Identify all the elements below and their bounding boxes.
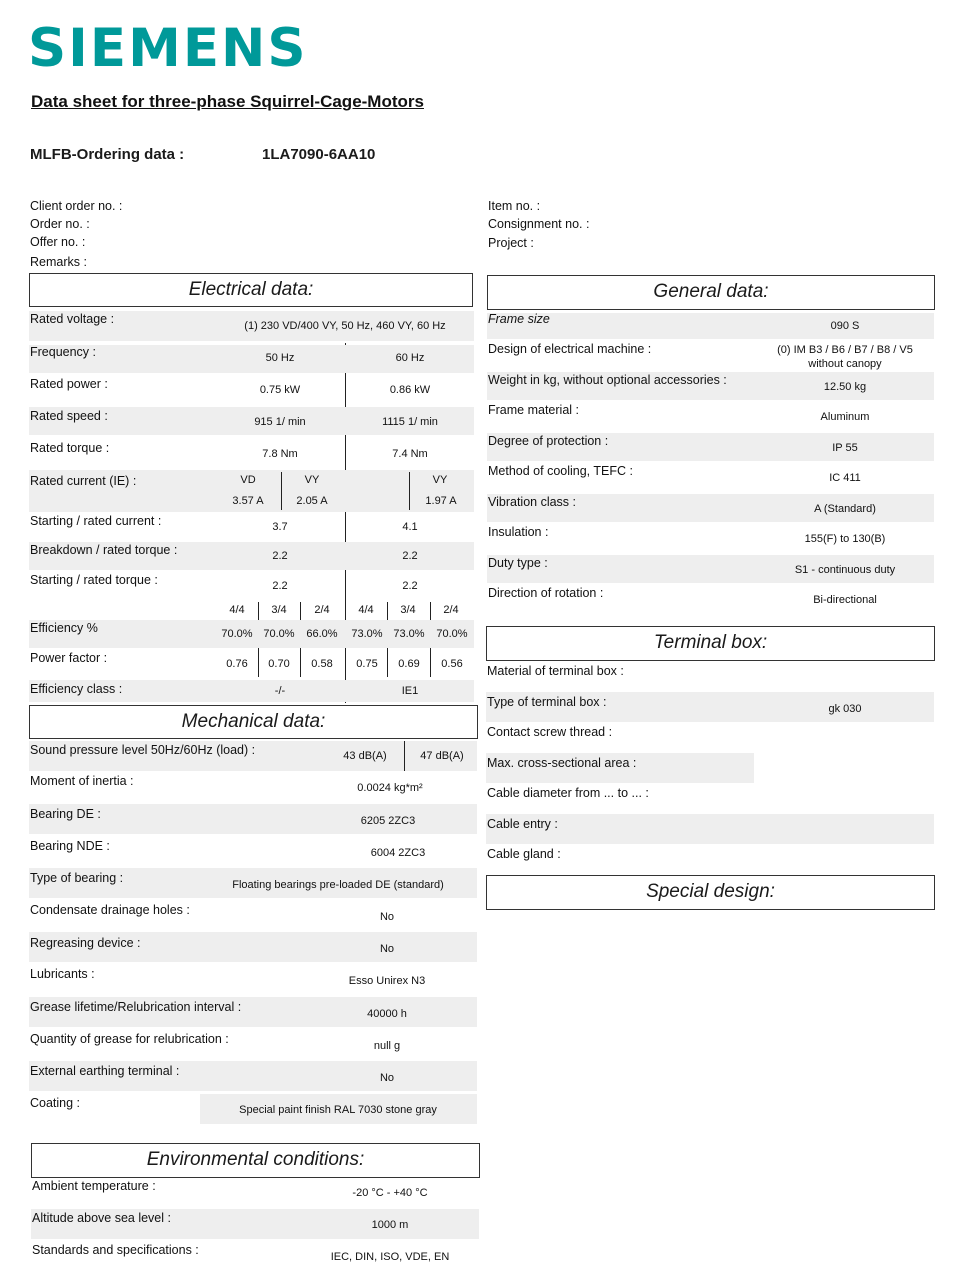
regreasing-value: No — [379, 943, 395, 955]
grease-quantity-label: Quantity of grease for relubrication : — [30, 1032, 229, 1046]
cable-gland-label: Cable gland : — [487, 847, 561, 861]
insulation-value: 155(F) to 130(B) — [804, 533, 886, 545]
frame-size-label: Frame size — [488, 312, 550, 326]
client-order-label: Client order no. : — [30, 199, 123, 213]
insulation-label: Insulation : — [488, 525, 549, 539]
vibration-value: A (Standard) — [814, 503, 876, 515]
cross-section-label: Max. cross-sectional area : — [487, 756, 637, 770]
bearing-type-label: Type of bearing : — [30, 871, 124, 885]
item-no-label: Item no. : — [488, 199, 541, 213]
inertia-label: Moment of inertia : — [30, 774, 134, 788]
cable-entry-label: Cable entry : — [487, 817, 558, 831]
ambient-temp-value: -20 °C - +40 °C — [352, 1187, 428, 1199]
frame-material-value: Aluminum — [820, 411, 870, 423]
efficiency-value: 70.0% — [436, 628, 468, 640]
rated-current-vy60-value: 1.97 A — [425, 495, 457, 507]
mechanical-section-header: Mechanical data: — [29, 705, 478, 739]
project-label: Project : — [488, 236, 534, 250]
grease-quantity-value: null g — [373, 1040, 401, 1052]
efficiency-value: 73.0% — [393, 628, 425, 640]
cooling-label: Method of cooling, TEFC : — [488, 464, 633, 478]
design-label: Design of electrical machine : — [488, 342, 652, 356]
inertia-value: 0.0024 kg*m² — [357, 782, 423, 794]
frequency-50: 50 Hz — [265, 352, 295, 364]
rotation-value: Bi-directional — [813, 594, 877, 606]
starting-current-50: 3.7 — [272, 521, 288, 533]
efficiency-label: Efficiency % — [30, 621, 98, 635]
frame-size-value: 090 S — [830, 320, 860, 332]
duty-type-label: Duty type : — [488, 556, 548, 570]
rated-torque-50: 7.8 Nm — [262, 448, 298, 460]
load-point: 4/4 — [358, 604, 374, 616]
load-point: 4/4 — [229, 604, 245, 616]
rated-power-label: Rated power : — [30, 377, 108, 391]
special-design-header: Special design: — [486, 875, 935, 910]
starting-torque-60: 2.2 — [402, 580, 418, 592]
starting-torque-50: 2.2 — [272, 580, 288, 592]
rated-current-label: Rated current (IE) : — [30, 474, 137, 488]
earthing-value: No — [379, 1072, 395, 1084]
general-section-header: General data: — [487, 275, 935, 310]
starting-torque-label: Starting / rated torque : — [30, 573, 158, 587]
rated-current-vd-header: VD — [240, 474, 256, 486]
frequency-60: 60 Hz — [395, 352, 425, 364]
bearing-type-value: Floating bearings pre-loaded DE (standard) — [232, 879, 444, 891]
power-factor-value: 0.76 — [226, 658, 248, 670]
rotation-label: Direction of rotation : — [488, 586, 604, 600]
weight-label: Weight in kg, without optional accessories : — [488, 373, 727, 387]
altitude-label: Altitude above sea level : — [32, 1211, 171, 1225]
coating-label: Coating : — [30, 1096, 81, 1110]
remarks-label: Remarks : — [30, 255, 87, 269]
design-value-2: without canopy — [808, 358, 882, 370]
design-value: (0) IM B3 / B6 / B7 / B8 / V5 — [777, 344, 913, 356]
efficiency-class-label: Efficiency class : — [30, 682, 123, 696]
load-point: 3/4 — [271, 604, 287, 616]
efficiency-value: 70.0% — [221, 628, 253, 640]
contact-screw-label: Contact screw thread : — [487, 725, 613, 739]
protection-label: Degree of protection : — [488, 434, 609, 448]
terminal-material-label: Material of terminal box : — [487, 664, 624, 678]
rated-current-vy-value: 2.05 A — [296, 495, 328, 507]
terminal-type-value: gk 030 — [828, 703, 862, 715]
efficiency-value: 66.0% — [306, 628, 338, 640]
grease-lifetime-label: Grease lifetime/Relubrication interval : — [30, 1000, 242, 1014]
rated-current-vy-header: VY — [304, 474, 320, 486]
starting-current-label: Starting / rated current : — [30, 514, 162, 528]
sound-pressure-60: 47 dB(A) — [420, 750, 464, 762]
document-title: Data sheet for three-phase Squirrel-Cage-Motors — [31, 92, 424, 111]
sound-pressure-label: Sound pressure level 50Hz/60Hz (load) : — [30, 743, 256, 757]
environment-section-header: Environmental conditions: — [31, 1143, 480, 1178]
lubricants-value: Esso Unirex N3 — [348, 975, 426, 987]
grease-lifetime-value: 40000 h — [367, 1008, 407, 1020]
breakdown-torque-50: 2.2 — [272, 550, 288, 562]
frequency-label: Frequency : — [30, 345, 97, 359]
duty-type-value: S1 - continuous duty — [794, 564, 896, 576]
rated-current-vd-value: 3.57 A — [232, 495, 264, 507]
altitude-value: 1000 m — [371, 1219, 409, 1231]
bearing-nde-label: Bearing NDE : — [30, 839, 110, 853]
bearing-nde-value: 6004 2ZC3 — [370, 847, 426, 859]
load-point: 2/4 — [314, 604, 330, 616]
vibration-label: Vibration class : — [488, 495, 577, 509]
rated-voltage-value: (1) 230 VD/400 VY, 50 Hz, 460 VY, 60 Hz — [244, 320, 446, 332]
standards-value: IEC, DIN, ISO, VDE, EN — [330, 1251, 450, 1263]
bearing-de-value: 6205 2ZC3 — [360, 815, 416, 827]
mlfb-value: 1LA7090-6AA10 — [262, 146, 376, 163]
mlfb-label: MLFB-Ordering data : — [30, 146, 185, 163]
load-point: 2/4 — [443, 604, 459, 616]
rated-power-50: 0.75 kW — [259, 384, 301, 396]
siemens-logo: SIEMENS — [28, 18, 308, 79]
frame-material-label: Frame material : — [488, 403, 579, 417]
offer-no-label: Offer no. : — [30, 235, 86, 249]
order-no-label: Order no. : — [30, 217, 90, 231]
drainage-value: No — [379, 911, 395, 923]
lubricants-label: Lubricants : — [30, 967, 95, 981]
weight-value: 12.50 kg — [823, 381, 867, 393]
efficiency-class-50: -/- — [274, 685, 286, 697]
rated-speed-60: 1115 1/ min — [382, 416, 438, 428]
standards-label: Standards and specifications : — [32, 1243, 199, 1257]
ambient-temp-label: Ambient temperature : — [32, 1179, 156, 1193]
rated-power-60: 0.86 kW — [389, 384, 431, 396]
earthing-label: External earthing terminal : — [30, 1064, 180, 1078]
drainage-label: Condensate drainage holes : — [30, 903, 190, 917]
bearing-de-label: Bearing DE : — [30, 807, 101, 821]
breakdown-torque-label: Breakdown / rated torque : — [30, 543, 178, 557]
efficiency-class-60: IE1 — [401, 685, 419, 697]
terminal-type-label: Type of terminal box : — [487, 695, 607, 709]
rated-voltage-label: Rated voltage : — [30, 312, 115, 326]
power-factor-value: 0.58 — [311, 658, 333, 670]
rated-speed-50: 915 1/ min — [254, 416, 306, 428]
power-factor-value: 0.69 — [398, 658, 420, 670]
rated-torque-label: Rated torque : — [30, 441, 110, 455]
power-factor-label: Power factor : — [30, 651, 108, 665]
rated-current-vy60-header: VY — [432, 474, 448, 486]
load-point: 3/4 — [400, 604, 416, 616]
regreasing-label: Regreasing device : — [30, 936, 141, 950]
efficiency-value: 73.0% — [351, 628, 383, 640]
power-factor-value: 0.75 — [356, 658, 378, 670]
rated-torque-60: 7.4 Nm — [392, 448, 428, 460]
electrical-section-header: Electrical data: — [29, 273, 473, 307]
protection-value: IP 55 — [832, 442, 858, 454]
terminal-section-header: Terminal box: — [486, 626, 935, 661]
breakdown-torque-60: 2.2 — [402, 550, 418, 562]
efficiency-value: 70.0% — [263, 628, 295, 640]
cooling-value: IC 411 — [829, 472, 861, 484]
sound-pressure-50: 43 dB(A) — [343, 750, 387, 762]
cable-diameter-label: Cable diameter from ... to ... : — [487, 786, 649, 800]
consignment-no-label: Consignment no. : — [488, 217, 590, 231]
power-factor-value: 0.56 — [441, 658, 463, 670]
power-factor-value: 0.70 — [268, 658, 290, 670]
coating-value: Special paint finish RAL 7030 stone gray — [239, 1104, 437, 1116]
rated-speed-label: Rated speed : — [30, 409, 108, 423]
starting-current-60: 4.1 — [402, 521, 418, 533]
